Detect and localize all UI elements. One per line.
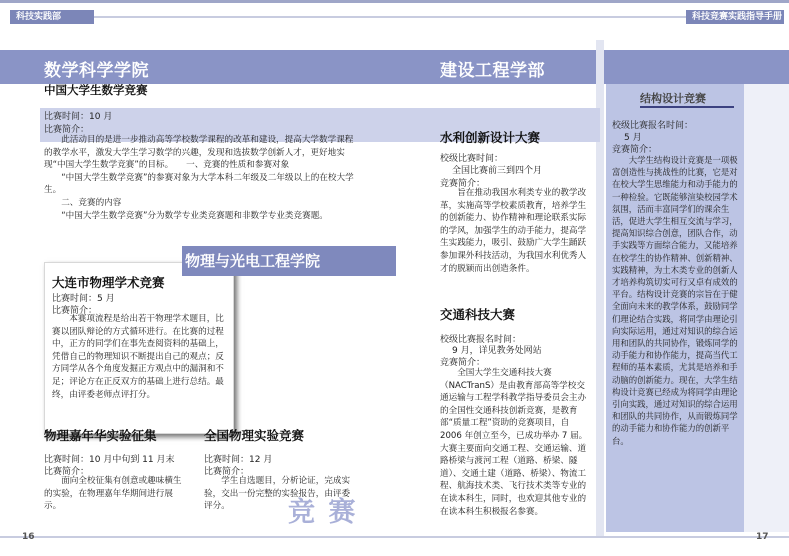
national-physics-intro-label: 比赛简介：: [204, 467, 250, 477]
structure-time-value: 5 月: [624, 133, 642, 143]
traffic-competition-title: 交通科技大赛: [440, 307, 516, 322]
traffic-intro-label: 竞赛简介：: [440, 358, 486, 368]
physics-tournament-title: 大连市物理学术竞赛: [52, 275, 165, 290]
carnival-time: 比赛时间：10 月中旬到 11 月末: [44, 455, 175, 465]
structure-competition-title: 结构设计竞赛: [640, 90, 734, 108]
department-title-physics: 物理与光电工程学院: [182, 246, 396, 276]
structure-time-label: 校级比赛报名时间：: [612, 121, 694, 131]
physics-tournament-description: 本赛项流程是给出若干物理学术题目，比赛以团队辩论的方式循环进行。在比赛的过程中，正方的同学们在事先查阅资料的基础上，凭借自己的物理知识不断提出自己的观点；反方同学从各个角度发掘正方观点中的漏洞和不足；评论方在正反双方的基础上进行总结。最终，由评委老师点评打分。: [52, 314, 224, 400]
right-margin-strip: [744, 84, 789, 532]
carnival-description: 面向全校征集有创意或趣味横生的实验，在物理嘉年华期间进行展示。: [44, 476, 182, 512]
math-intro-label: 比赛简介：: [44, 125, 90, 135]
top-header-bar: [0, 0, 789, 26]
water-description: 旨在推动我国水利类专业的教学改革，实施高等学校素质教育，培养学生的创新能力、协作精神和理论联系实际的学风，加强学生的动手能力，提高学生实践能力，吸引、鼓励广大学生踊跃参加课外科技活动，为我国水利优秀人才的脱颖而出创造条件。: [440, 188, 587, 274]
national-physics-time: 比赛时间：12 月: [204, 455, 273, 465]
math-time-label: 比赛时间：10 月: [44, 112, 113, 122]
header-rule: [94, 16, 686, 18]
carnival-intro-label: 比赛简介：: [44, 467, 90, 477]
structure-description: 大学生结构设计竞赛是一项极富创造性与挑战性的比赛，它是对在校大学生思维能力和动手能力的一种检验。它既能够渲染校园学术氛围，活而丰富同学们的课余生活，促进大学生相互交流与学习，提高知识综合创意，团队合作，动手实践等方面综合能力，又能培养在校学生的协作精神、创新精神、实践精神，为土木类专业的创新人才培养构筑切实可行又卓有成效的平台。结构设计竞赛的宗旨在于健全面向未来的教学体系，鼓励同学们理论结合实践，将同学由理论引向实际运用，通过对知识的综合运用和团队的共同协作，锻炼同学的动手能力和协作能力，提高当代工程师的基本素质，尤其是培养和手动脑的创新能力。现在，大学生结构设计竞赛已经成为将同学由理论引向实践，通过对知识的综合运用和团队的共同协作，从而锻炼同学的动手能力和协作能力的创新平台。: [612, 155, 738, 446]
page-number-left: 16: [22, 532, 35, 542]
water-competition-title: 水利创新设计大赛: [440, 130, 541, 145]
carnival-title: 物理嘉年华实验征集: [44, 428, 157, 443]
header-right-tag: 科技竞赛实践指导手册: [686, 10, 784, 24]
national-physics-title: 全国物理实验竞赛: [204, 428, 305, 443]
watermark-competition: 竞 赛: [288, 497, 358, 528]
physics-tournament-intro-label: 比赛简介：: [52, 306, 98, 316]
traffic-time-value: 9 月，详见教务处网站: [452, 346, 542, 356]
water-time-value: 全国比赛前三到四个月: [452, 166, 543, 176]
header-left-tag: 科技实践部: [10, 10, 94, 24]
department-title-math: 数学科学学院: [44, 61, 149, 81]
structure-intro-label: 竞赛简介：: [612, 145, 658, 155]
footer-rule: [0, 536, 789, 538]
traffic-description: 全国大学生交通科技大赛（NACTranS）是由教育部高等学校交通运输与工程学科教学指导委员会主办的全国性交通科技创新竞赛，是教育部“质量工程”资助的竞赛项目，自2006 年创立至今，已成功举办 7 届。大赛主要面向交通工程、交通运输、道路桥梁与渡河工程（道路、桥梁、隧道）、交通土建（道路、桥梁）、物流工程、航海技术类、飞行技术类等专业的在读本科生，同时，也欢迎其他专业的在读本科生积极报名参赛。: [440, 368, 588, 517]
traffic-time-label: 校级比赛报名时间：: [440, 335, 522, 345]
physics-tournament-time: 比赛时间：5 月: [52, 294, 115, 304]
math-description: 此活动目的是进一步推动高等学校数学课程的改革和建设，提高大学数学课程的教学水平，激发大学生学习数学的兴趣，发现和选拔数学创新人才，更好地实现“中国大学生数学竞赛”的目标。 一、竞赛的性质和参赛对象 “中国大学生数学竞赛”的参赛对象为大学本科二年级及二年级以上的在校大学生。 二、竞赛的内容 “中国大学生数学竞赛”分为数学专业类竞赛题和非数学专业类竞赛题。: [44, 135, 354, 221]
department-title-engineering: 建设工程学部: [440, 61, 545, 81]
math-competition-title: 中国大学生数学竞赛: [44, 83, 148, 97]
national-physics-description: 学生自选题目，分析论证，完成实验，交出一份完整的实验报告，由评委评分。: [204, 476, 351, 512]
physics-tournament-card: [44, 262, 234, 434]
water-time-label: 校级比赛时间：: [440, 154, 504, 164]
water-intro-label: 竞赛简介：: [440, 179, 486, 189]
page-number-right: 17: [756, 532, 769, 542]
